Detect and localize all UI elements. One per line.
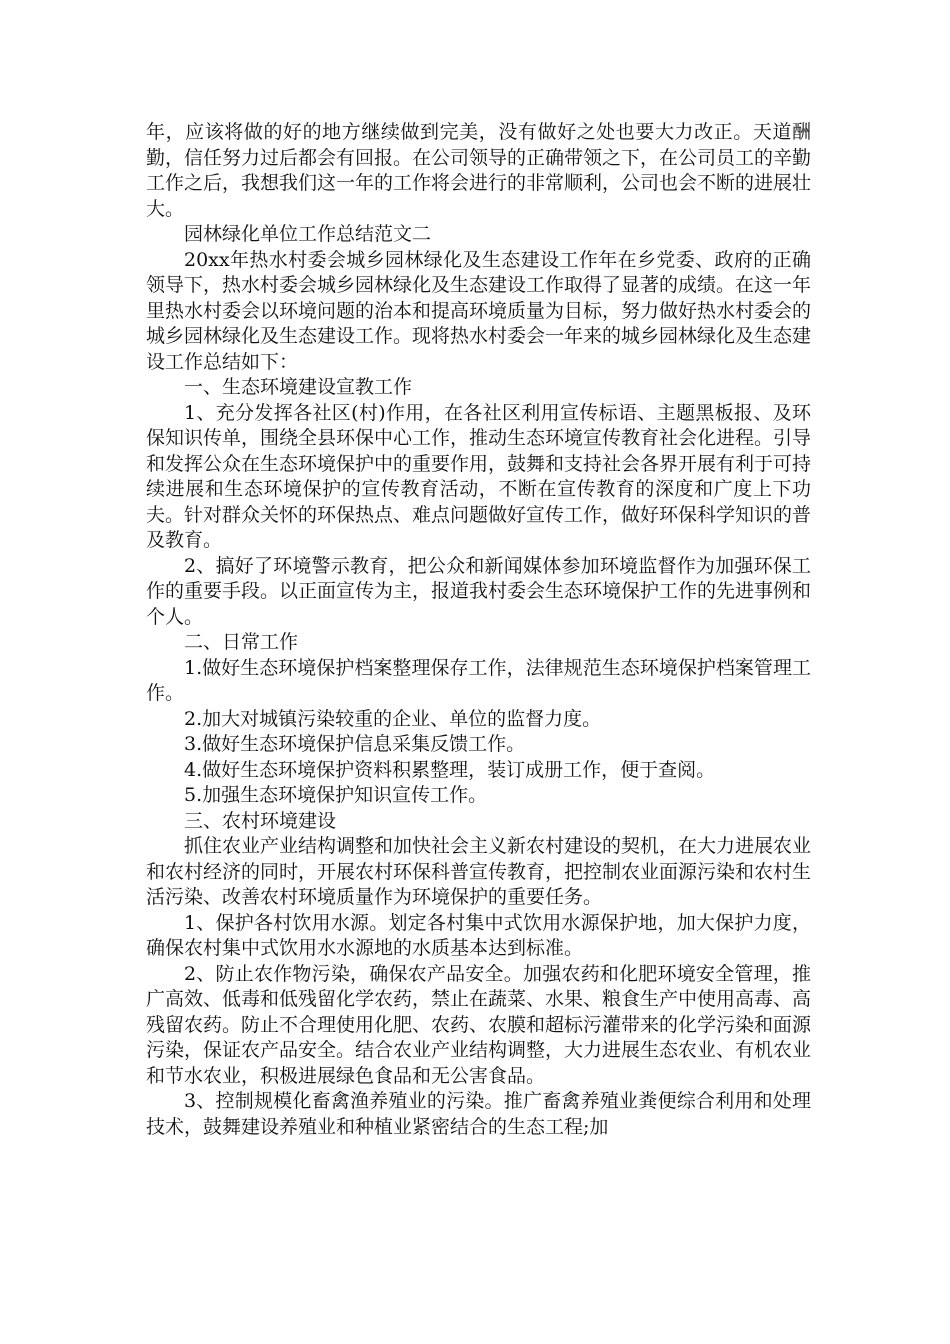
list-item-daily-1: 1.做好生态环境保护档案整理保存工作，法律规范生态环境保护档案管理工作。 bbox=[146, 656, 811, 704]
heading-rural: 三、农村环境建设 bbox=[184, 809, 337, 832]
heading-education: 一、生态环境建设宣教工作 bbox=[184, 376, 413, 398]
list-item-daily-2: 2.加大对城镇污染较重的企业、单位的监督力度。 bbox=[184, 707, 602, 730]
paragraph-rural-3: 3、控制规模化畜禽渔养殖业的污染。推广畜禽养殖业粪便综合利用和处理技术，鼓舞建设养殖业和种植业紧密结合的生态工程;加 bbox=[146, 1090, 811, 1138]
heading-daily-work: 二、日常工作 bbox=[184, 631, 299, 653]
paragraph-rural-1: 1、保护各村饮用水源。划定各村集中式饮用水源保护地，加大保护力度，确保农村集中式饮用水水源地的水质基本达到标准。 bbox=[146, 911, 811, 959]
intro-paragraph: 20xx年热水村委会城乡园林绿化及生态建设工作年在乡党委、政府的正确领导下，热水村委会城乡园林绿化及生态建设工作取得了显著的成绩。在这一年里热水村委会以环境问题的治本和提高环境质量为目标，努力做好热水村委会的城乡园林绿化及生态建设工作。现将热水村委会一年来的城乡园林绿化及生态建设工作总结如下： bbox=[146, 248, 812, 373]
paragraph-rural-intro: 抓住农业产业结构调整和加快社会主义新农村建设的契机，在大力进展农业和农村经济的同时，开展农村环保科普宣传教育，把控制农业面源污染和农村生活污染、改善农村环境质量作为环境保护的重要任务。 bbox=[146, 835, 812, 908]
paragraph-continuation: 年，应该将做的好的地方继续做到完美，没有做好之处也要大力改正。天道酬勤，信任努力过后都会有回报。在公司领导的正确带领之下，在公司员工的辛勤工作之后，我想我们这一年的工作将会进行的非常顺利，公司也会不断的进展壮大。 bbox=[146, 121, 812, 220]
paragraph-education-2: 2、搞好了环境警示教育，把公众和新闻媒体参加环境监督作为加强环保工作的重要手段。以正面宣传为主，报道我村委会生态环境保护工作的先进事例和个人。 bbox=[146, 554, 812, 628]
list-item-daily-3: 3.做好生态环境保护信息采集反馈工作。 bbox=[184, 733, 526, 755]
section-title: 园林绿化单位工作总结范文二 bbox=[184, 223, 432, 245]
list-item-daily-5: 5.加强生态环境保护知识宣传工作。 bbox=[184, 784, 488, 806]
paragraph-rural-2: 2、防止农作物污染，确保农产品安全。加强农药和化肥环境安全管理，推广高效、低毒和低残留化学农药，禁止在蔬菜、水果、粮食生产中使用高毒、高残留农药。防止不合理使用化肥、农药、农膜和超标污灌带来的化学污染和面源污染，保证农产品安全。结合农业产业结构调整，大力进展生态农业、有机农业和节水农业，积极进展绿色食品和无公害食品。 bbox=[146, 962, 812, 1087]
document-body bbox=[146, 120, 811, 1140]
list-item-daily-4: 4.做好生态环境保护资料积累整理，装订成册工作，便于查阅。 bbox=[184, 758, 716, 781]
paragraph-education-1: 1、充分发挥各社区(村)作用，在各社区利用宣传标语、主题黑板报、及环保知识传单，围绕全县环保中心工作，推动生态环境宣传教育社会化进程。引导和发挥公众在生态环境保护中的重要作用，鼓舞和支持社会各界开展有利于可持续进展和生态环境保护的宣传教育活动，不断在宣传教育的深度和广度上下功夫。针对群众关怀的环保热点、难点问题做好宣传工作，做好环保科学知识的普及教育。 bbox=[146, 401, 812, 551]
